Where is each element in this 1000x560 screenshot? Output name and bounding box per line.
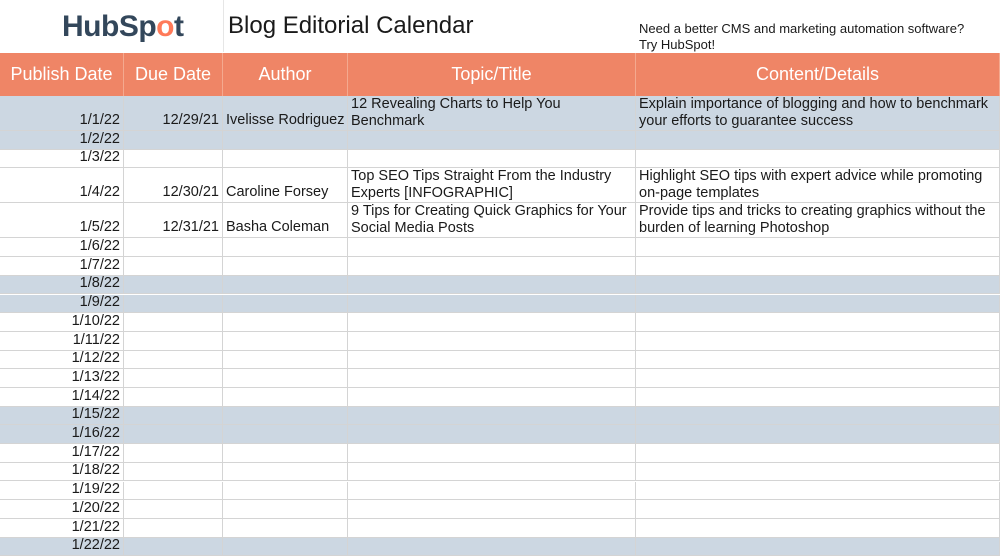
topic-title-cell[interactable] bbox=[348, 463, 636, 482]
column-header-publish-date[interactable]: Publish Date bbox=[0, 53, 124, 96]
due-date-cell[interactable]: 12/31/21 bbox=[124, 203, 223, 238]
content-details-cell[interactable]: Provide tips and tricks to creating graphics without the burden of learning Photoshop bbox=[636, 203, 1000, 238]
publish-date-cell[interactable]: 1/19/22 bbox=[0, 482, 124, 501]
due-date-cell[interactable] bbox=[124, 425, 223, 444]
topic-title-cell[interactable] bbox=[348, 332, 636, 351]
due-date-cell[interactable] bbox=[124, 444, 223, 463]
topic-title-cell[interactable] bbox=[348, 276, 636, 295]
content-details-cell[interactable] bbox=[636, 388, 1000, 407]
content-details-cell[interactable] bbox=[636, 276, 1000, 295]
content-details-cell[interactable] bbox=[636, 295, 1000, 314]
due-date-cell[interactable] bbox=[124, 351, 223, 370]
author-cell[interactable] bbox=[223, 332, 348, 351]
author-cell[interactable] bbox=[223, 388, 348, 407]
column-header-author[interactable]: Author bbox=[223, 53, 348, 96]
topic-title-cell[interactable] bbox=[348, 425, 636, 444]
table-row bbox=[0, 150, 1000, 169]
publish-date-cell[interactable]: 1/18/22 bbox=[0, 463, 124, 482]
topic-title-cell[interactable]: 9 Tips for Creating Quick Graphics for Your Social Media Posts bbox=[348, 203, 636, 238]
topic-title-cell[interactable] bbox=[348, 538, 636, 557]
due-date-cell[interactable] bbox=[124, 150, 223, 169]
due-date-cell[interactable] bbox=[124, 500, 223, 519]
topic-title-cell[interactable] bbox=[348, 313, 636, 332]
due-date-cell[interactable] bbox=[124, 519, 223, 538]
table-row bbox=[0, 238, 1000, 257]
topic-title-cell[interactable] bbox=[348, 500, 636, 519]
column-header-content-details[interactable]: Content/Details bbox=[636, 53, 1000, 96]
publish-date-cell[interactable]: 1/5/22 bbox=[0, 203, 124, 238]
table-row bbox=[0, 500, 1000, 519]
content-details-cell[interactable] bbox=[636, 500, 1000, 519]
topic-title-cell[interactable] bbox=[348, 369, 636, 388]
content-details-cell[interactable] bbox=[636, 463, 1000, 482]
topic-title-cell[interactable] bbox=[348, 295, 636, 314]
table-row bbox=[0, 203, 1000, 238]
publish-date-cell[interactable]: 1/16/22 bbox=[0, 425, 124, 444]
author-cell[interactable]: Basha Coleman bbox=[223, 203, 348, 238]
publish-date-cell[interactable]: 1/11/22 bbox=[0, 332, 124, 351]
due-date-cell[interactable] bbox=[124, 388, 223, 407]
due-date-cell[interactable] bbox=[124, 131, 223, 150]
content-details-cell[interactable] bbox=[636, 519, 1000, 538]
topic-title-cell[interactable] bbox=[348, 131, 636, 150]
publish-date-cell[interactable]: 1/15/22 bbox=[0, 407, 124, 426]
content-details-cell[interactable] bbox=[636, 351, 1000, 370]
content-details-cell[interactable] bbox=[636, 425, 1000, 444]
logo-cell[interactable] bbox=[0, 0, 223, 52]
topic-title-cell[interactable] bbox=[348, 351, 636, 370]
due-date-cell[interactable] bbox=[124, 463, 223, 482]
due-date-cell[interactable] bbox=[124, 238, 223, 257]
publish-date-cell[interactable]: 1/17/22 bbox=[0, 444, 124, 463]
publish-date-cell[interactable]: 1/14/22 bbox=[0, 388, 124, 407]
content-details-cell[interactable]: Explain importance of blogging and how to benchmark your efforts to guarantee success bbox=[636, 96, 1000, 131]
page-title: Blog Editorial Calendar bbox=[228, 12, 474, 39]
content-details-cell[interactable] bbox=[636, 482, 1000, 501]
author-cell[interactable] bbox=[223, 500, 348, 519]
publish-date-cell[interactable]: 1/3/22 bbox=[0, 150, 124, 169]
author-cell[interactable] bbox=[223, 519, 348, 538]
table-row bbox=[0, 276, 1000, 295]
table-row bbox=[0, 463, 1000, 482]
table-row bbox=[0, 388, 1000, 407]
content-details-cell[interactable] bbox=[636, 150, 1000, 169]
author-cell[interactable] bbox=[223, 538, 348, 557]
topic-title-cell[interactable] bbox=[348, 519, 636, 538]
due-date-cell[interactable] bbox=[124, 407, 223, 426]
due-date-cell[interactable] bbox=[124, 257, 223, 276]
publish-date-cell[interactable]: 1/13/22 bbox=[0, 369, 124, 388]
publish-date-cell[interactable]: 1/12/22 bbox=[0, 351, 124, 370]
content-details-cell[interactable] bbox=[636, 131, 1000, 150]
column-header-due-date[interactable]: Due Date bbox=[124, 53, 223, 96]
promo-text[interactable]: Need a better CMS and marketing automation software? Try HubSpot! bbox=[639, 21, 965, 52]
topic-title-cell[interactable]: 12 Revealing Charts to Help You Benchmark bbox=[348, 96, 636, 131]
publish-date-cell[interactable]: 1/10/22 bbox=[0, 313, 124, 332]
table-row bbox=[0, 369, 1000, 388]
author-cell[interactable]: Caroline Forsey bbox=[223, 168, 348, 203]
publish-date-cell[interactable]: 1/6/22 bbox=[0, 238, 124, 257]
author-cell[interactable] bbox=[223, 463, 348, 482]
hubspot-logo: HubSpot bbox=[62, 10, 184, 43]
publish-date-cell[interactable]: 1/1/22 bbox=[0, 96, 124, 131]
due-date-cell[interactable] bbox=[124, 369, 223, 388]
author-cell[interactable] bbox=[223, 313, 348, 332]
table-row bbox=[0, 519, 1000, 538]
column-header-row bbox=[0, 53, 1000, 96]
publish-date-cell[interactable]: 1/4/22 bbox=[0, 168, 124, 203]
content-details-cell[interactable]: Highlight SEO tips with expert advice while promoting on-page templates bbox=[636, 168, 1000, 203]
content-details-cell[interactable] bbox=[636, 407, 1000, 426]
publish-date-cell[interactable]: 1/21/22 bbox=[0, 519, 124, 538]
table-row bbox=[0, 482, 1000, 501]
title-cell[interactable] bbox=[223, 0, 636, 52]
table-row bbox=[0, 407, 1000, 426]
table-row bbox=[0, 444, 1000, 463]
author-cell[interactable] bbox=[223, 425, 348, 444]
topic-title-cell[interactable]: Top SEO Tips Straight From the Industry Experts [INFOGRAPHIC] bbox=[348, 168, 636, 203]
due-date-cell[interactable] bbox=[124, 332, 223, 351]
table-row bbox=[0, 425, 1000, 444]
topic-title-cell[interactable] bbox=[348, 257, 636, 276]
author-cell[interactable] bbox=[223, 257, 348, 276]
author-cell[interactable] bbox=[223, 295, 348, 314]
column-header-topic-title[interactable]: Topic/Title bbox=[348, 53, 636, 96]
author-cell[interactable] bbox=[223, 131, 348, 150]
table-row bbox=[0, 313, 1000, 332]
author-cell[interactable]: Ivelisse Rodriguez bbox=[223, 96, 348, 131]
author-cell[interactable] bbox=[223, 276, 348, 295]
topic-title-cell[interactable] bbox=[348, 150, 636, 169]
author-cell[interactable] bbox=[223, 369, 348, 388]
author-cell[interactable] bbox=[223, 150, 348, 169]
table-row bbox=[0, 332, 1000, 351]
publish-date-cell[interactable]: 1/9/22 bbox=[0, 295, 124, 314]
publish-date-cell[interactable]: 1/22/22 bbox=[0, 538, 124, 557]
table-row bbox=[0, 351, 1000, 370]
content-details-cell[interactable] bbox=[636, 444, 1000, 463]
table-row bbox=[0, 96, 1000, 131]
author-cell[interactable] bbox=[223, 407, 348, 426]
content-details-cell[interactable] bbox=[636, 257, 1000, 276]
due-date-cell[interactable]: 12/30/21 bbox=[124, 168, 223, 203]
topic-title-cell[interactable] bbox=[348, 407, 636, 426]
due-date-cell[interactable] bbox=[124, 313, 223, 332]
topic-title-cell[interactable] bbox=[348, 238, 636, 257]
content-details-cell[interactable] bbox=[636, 313, 1000, 332]
publish-date-cell[interactable]: 1/20/22 bbox=[0, 500, 124, 519]
author-cell[interactable] bbox=[223, 238, 348, 257]
due-date-cell[interactable] bbox=[124, 295, 223, 314]
table-row bbox=[0, 257, 1000, 276]
due-date-cell[interactable]: 12/29/21 bbox=[124, 96, 223, 131]
content-details-cell[interactable] bbox=[636, 332, 1000, 351]
publish-date-cell[interactable]: 1/2/22 bbox=[0, 131, 124, 150]
due-date-cell[interactable] bbox=[124, 538, 223, 557]
due-date-cell[interactable] bbox=[124, 276, 223, 295]
content-details-cell[interactable] bbox=[636, 238, 1000, 257]
topic-title-cell[interactable] bbox=[348, 388, 636, 407]
author-cell[interactable] bbox=[223, 351, 348, 370]
table-row bbox=[0, 168, 1000, 203]
author-cell[interactable] bbox=[223, 444, 348, 463]
topic-title-cell[interactable] bbox=[348, 482, 636, 501]
publish-date-cell[interactable]: 1/8/22 bbox=[0, 276, 124, 295]
author-cell[interactable] bbox=[223, 482, 348, 501]
topic-title-cell[interactable] bbox=[348, 444, 636, 463]
table-row bbox=[0, 131, 1000, 150]
due-date-cell[interactable] bbox=[124, 482, 223, 501]
content-details-cell[interactable] bbox=[636, 538, 1000, 557]
table-row bbox=[0, 538, 1000, 557]
publish-date-cell[interactable]: 1/7/22 bbox=[0, 257, 124, 276]
content-details-cell[interactable] bbox=[636, 369, 1000, 388]
table-row bbox=[0, 295, 1000, 314]
